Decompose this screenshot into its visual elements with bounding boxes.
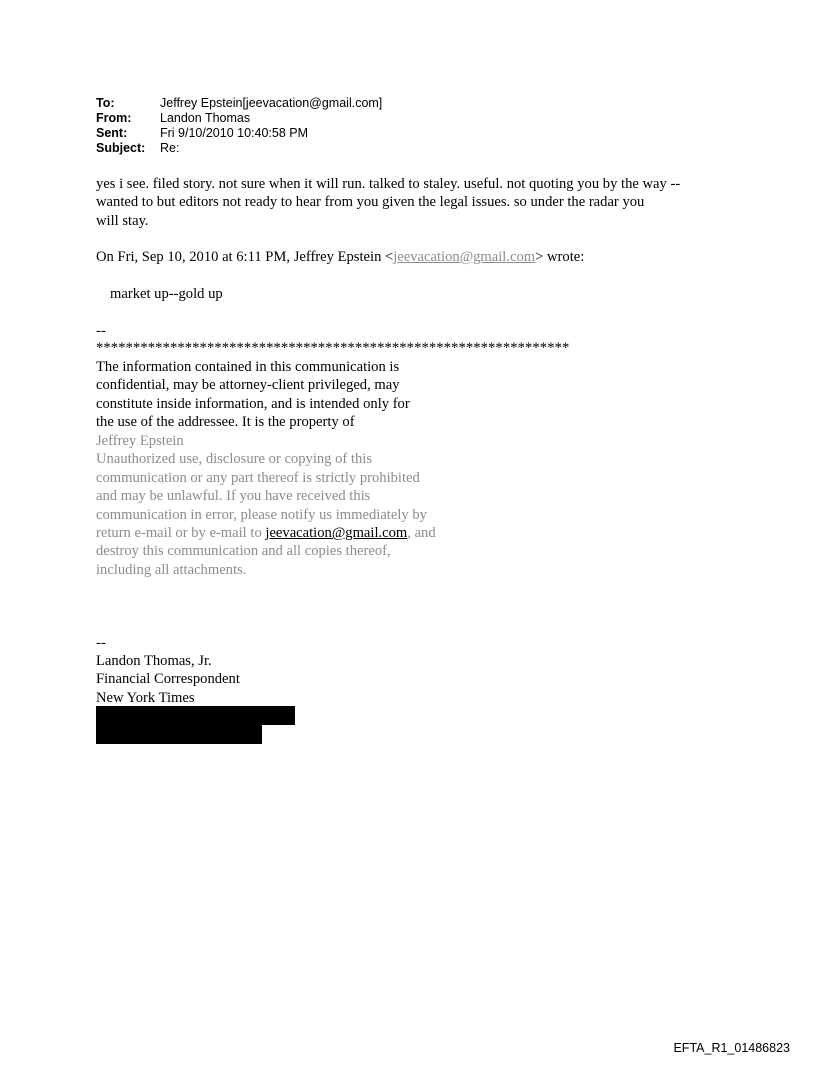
disclaimer-dash: --: [96, 323, 106, 339]
disclaimer-gray-body: Jeffrey Epstein Unauthorized use, disclosure or copying of this communication or any part thereof is strictly prohibited and may be unlawful. If you have received this communication in error, please notify us immediately by return e-mail or by e-mail to: [96, 433, 427, 542]
quote-suffix: > wrote:: [535, 249, 585, 265]
document-id: EFTA_R1_01486823: [673, 1041, 790, 1055]
signature-block: Landon Thomas, Jr. Financial Correspondent New York Times: [96, 653, 240, 706]
header-to-row: [96, 96, 382, 111]
header-sent-row: [96, 126, 382, 141]
header-subject-row: [96, 141, 382, 156]
disclaimer-email-link[interactable]: jeevacation@gmail.com: [265, 525, 408, 542]
quote-email-link[interactable]: jeevacation@gmail.com: [393, 249, 536, 265]
header-from-row: [96, 111, 382, 126]
sent-label: Sent:: [96, 126, 128, 140]
subject-value: Re:: [160, 141, 180, 155]
sent-value: Fri 9/10/2010 10:40:58 PM: [160, 126, 309, 140]
subject-label: Subject:: [96, 141, 146, 155]
quote-prefix: On Fri, Sep 10, 2010 at 6:11 PM, Jeffrey Epstein <: [96, 249, 394, 265]
from-value: Landon Thomas: [160, 111, 251, 125]
quote-attribution: [96, 248, 584, 266]
signature-dash: --: [96, 635, 106, 651]
disclaimer-gray-tail: , and destroy this communication and all copies thereof, including all attachments.: [96, 525, 436, 578]
message-body: yes i see. filed story. not sure when it will run. talked to staley. useful. not quoting you by the way -- wanted to but editors not ready to hear from you given the legal issues. so under the radar you will stay.: [96, 176, 681, 229]
disclaimer-gray-text: [96, 432, 476, 579]
email-header: [96, 96, 382, 156]
to-label: To:: [96, 96, 115, 110]
to-value: Jeffrey Epstein[jeevacation@gmail.com]: [160, 96, 383, 110]
disclaimer-text: The information contained in this communication is confidential, may be attorney-client privileged, may constitute inside information, and is intended only for the use of the addressee. It is the property of: [96, 359, 410, 431]
redaction-box: [96, 706, 295, 725]
disclaimer-separator: ****************************************************************: [96, 340, 570, 356]
redaction-box: [96, 725, 262, 744]
quoted-message: market up--gold up: [110, 286, 223, 302]
from-label: From:: [96, 111, 132, 125]
